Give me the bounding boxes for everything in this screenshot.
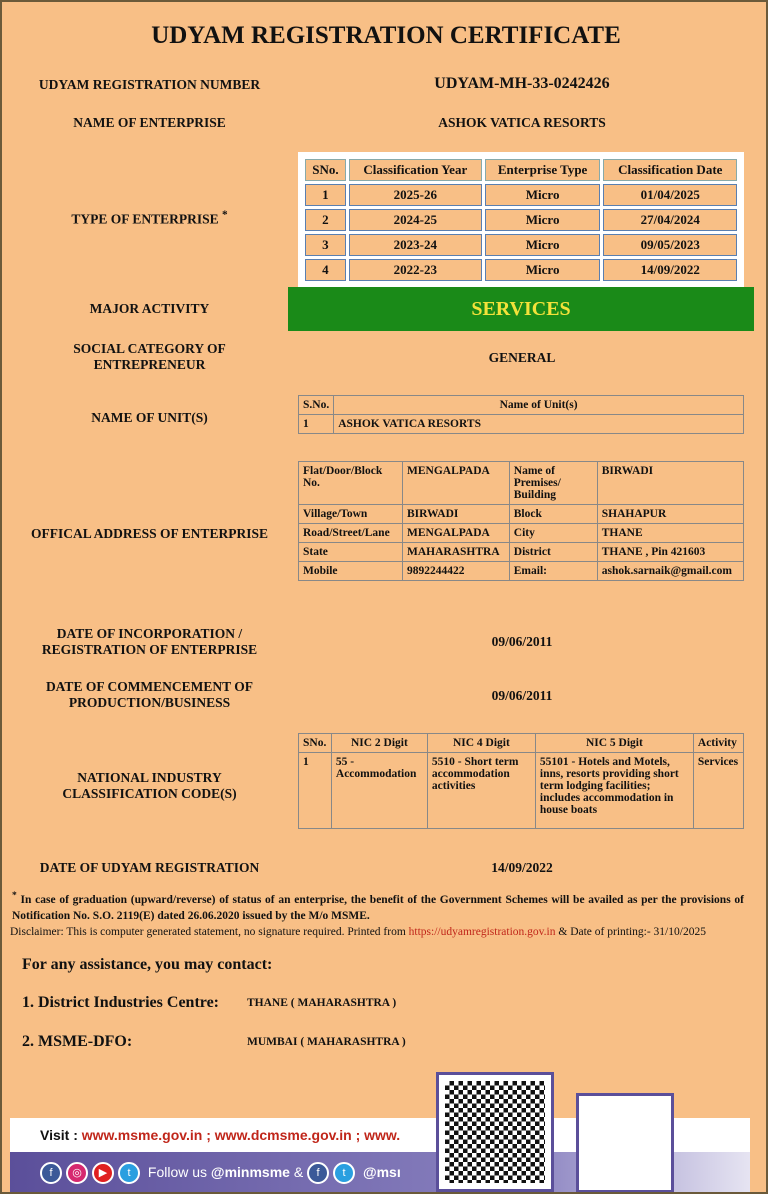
- table-cell: 4: [305, 259, 346, 281]
- table-cell: 2024-25: [349, 209, 482, 231]
- qr-code: [436, 1072, 554, 1192]
- table-cell: Micro: [485, 209, 601, 231]
- social-category-label: SOCIAL CATEGORY OF ENTREPRENEUR: [73, 341, 226, 372]
- table-cell: District: [509, 543, 597, 562]
- table-cell: Email:: [509, 562, 597, 581]
- table-cell: 1: [305, 184, 346, 206]
- table-row: [305, 209, 737, 231]
- table-cell: Micro: [485, 184, 601, 206]
- dic-value: THANE ( MAHARASHTRA ): [247, 997, 397, 1009]
- twitter-icon[interactable]: t: [333, 1162, 355, 1184]
- dic-label: 1. District Industries Centre:: [22, 994, 220, 1011]
- youtube-icon[interactable]: ▶: [92, 1162, 114, 1184]
- graduation-note: * In case of graduation (upward/reverse) of status of an enterprise, the benefit of the Government Schemes will be availed as per the provisions of Notification No. S.O. 2119(E) dated 26.06.2020 issued by the M/o MSME.: [12, 890, 744, 922]
- table-row: [299, 524, 744, 543]
- facebook-icon[interactable]: f: [40, 1162, 62, 1184]
- udyam-date-value: 14/09/2022: [491, 860, 553, 875]
- dfo-label: 2. MSME-DFO:: [22, 1033, 133, 1050]
- units-table: S.No. Name of Unit(s) 1 ASHOK VATICA RESORTS: [298, 395, 744, 434]
- classification-header: SNo.: [305, 159, 346, 181]
- type-label: TYPE OF ENTERPRISE *: [71, 209, 228, 227]
- table-cell: 9892244422: [403, 562, 510, 581]
- table-cell: Micro: [485, 234, 601, 256]
- units-label: NAME OF UNIT(S): [91, 410, 208, 425]
- table-cell: City: [509, 524, 597, 543]
- visit-banner: Visit : www.msme.gov.in ; www.dcmsme.gov.in ; www.: [10, 1118, 750, 1152]
- disclaimer: Disclaimer: This is computer generated statement, no signature required. Printed from https://udyamregistration.gov.in & Date of printing:- 31/10/2025: [10, 926, 706, 938]
- table-cell: Name of Premises/ Building: [509, 462, 597, 505]
- table-cell: 27/04/2024: [603, 209, 737, 231]
- incorporation-label: DATE OF INCORPORATION / REGISTRATION OF ENTERPRISE: [41, 626, 258, 657]
- major-activity-label: MAJOR ACTIVITY: [89, 301, 210, 316]
- table-cell: Road/Street/Lane: [299, 524, 403, 543]
- table-cell: Flat/Door/Block No.: [299, 462, 403, 505]
- table-cell: Micro: [485, 259, 601, 281]
- reg-number-label: UDYAM REGISTRATION NUMBER: [38, 77, 261, 92]
- table-cell: 2022-23: [349, 259, 482, 281]
- facebook-icon[interactable]: f: [307, 1162, 329, 1184]
- table-cell: 2023-24: [349, 234, 482, 256]
- table-cell: BIRWADI: [403, 505, 510, 524]
- enterprise-name-value: ASHOK VATICA RESORTS: [438, 115, 606, 130]
- table-cell: SHAHAPUR: [597, 505, 743, 524]
- incorporation-value: 09/06/2011: [491, 634, 553, 649]
- commencement-value: 09/06/2011: [491, 688, 553, 703]
- table-cell: 01/04/2025: [603, 184, 737, 206]
- classification-header: Classification Year: [349, 159, 482, 181]
- table-cell: MENGALPADA: [403, 524, 510, 543]
- classification-table: [298, 152, 744, 288]
- table-cell: 14/09/2022: [603, 259, 737, 281]
- reg-number-value: UDYAM-MH-33-0242426: [434, 75, 610, 92]
- classification-header: Enterprise Type: [485, 159, 601, 181]
- classification-header: Classification Date: [603, 159, 737, 181]
- address-label: OFFICAL ADDRESS OF ENTERPRISE: [31, 526, 268, 541]
- table-cell: 3: [305, 234, 346, 256]
- nic-table: SNo. NIC 2 Digit NIC 4 Digit NIC 5 Digit Activity 1 55 - Accommodation 5510 - Short term accommodation activities 55101 - Hotels and Motels, inns, resorts providing short term lodging facilities; includes accommodation in house boats Services: [298, 733, 744, 829]
- table-row: [299, 543, 744, 562]
- table-row: [305, 184, 737, 206]
- table-cell: State: [299, 543, 403, 562]
- table-row: [299, 562, 744, 581]
- enterprise-name-label: NAME OF ENTERPRISE: [73, 115, 226, 130]
- table-cell: Village/Town: [299, 505, 403, 524]
- table-cell: 2025-26: [349, 184, 482, 206]
- table-cell: THANE , Pin 421603: [597, 543, 743, 562]
- social-banner: f ◎ ▶ t Follow us @minmsme & f t @msı: [10, 1152, 750, 1192]
- social-category-value: GENERAL: [488, 350, 556, 365]
- table-cell: Mobile: [299, 562, 403, 581]
- photo-placeholder: [576, 1093, 674, 1193]
- commencement-label: DATE OF COMMENCEMENT OF PRODUCTION/BUSINESS: [45, 679, 254, 710]
- twitter-icon[interactable]: t: [118, 1162, 140, 1184]
- udyam-link[interactable]: https://udyamregistration.gov.in: [408, 926, 556, 938]
- table-cell: 09/05/2023: [603, 234, 737, 256]
- table-cell: MAHARASHTRA: [403, 543, 510, 562]
- table-row: [299, 505, 744, 524]
- table-cell: 2: [305, 209, 346, 231]
- dfo-value: MUMBAI ( MAHARASHTRA ): [247, 1036, 406, 1048]
- udyam-date-label: DATE OF UDYAM REGISTRATION: [39, 860, 260, 875]
- table-cell: MENGALPADA: [403, 462, 510, 505]
- table-cell: THANE: [597, 524, 743, 543]
- address-table: [298, 461, 744, 581]
- table-cell: Block: [509, 505, 597, 524]
- table-row: [305, 234, 737, 256]
- certificate-title: UDYAM REGISTRATION CERTIFICATE: [151, 22, 621, 49]
- instagram-icon[interactable]: ◎: [66, 1162, 88, 1184]
- table-cell: BIRWADI: [597, 462, 743, 505]
- nic-label: NATIONAL INDUSTRY CLASSIFICATION CODE(S): [62, 770, 237, 801]
- table-row: [299, 462, 744, 505]
- table-cell: ashok.sarnaik@gmail.com: [597, 562, 743, 581]
- contact-heading: For any assistance, you may contact:: [22, 956, 273, 973]
- table-row: [305, 259, 737, 281]
- major-activity-value: SERVICES: [288, 287, 754, 331]
